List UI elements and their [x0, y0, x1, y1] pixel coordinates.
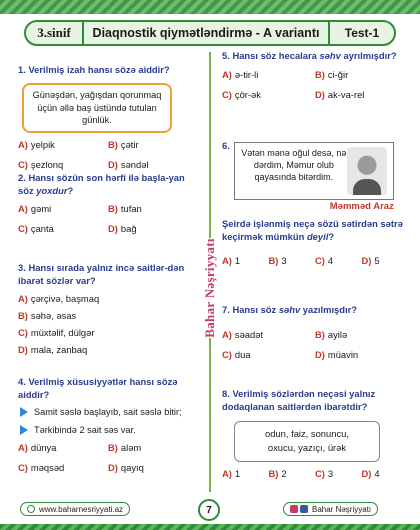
question-2-options [18, 203, 198, 234]
question-1-definition-box: Günəşdən, yağışdan qorunmaq üçün əllə baş üstündə tutulan günlük. [22, 83, 172, 134]
question-5 [222, 50, 408, 100]
instagram-icon [290, 505, 298, 513]
social-link[interactable]: Bahar Nəşriyyatı [283, 502, 378, 516]
option-c[interactable]: C) məqsəd [18, 462, 65, 474]
option-c[interactable]: C) dua [222, 348, 251, 360]
option-c[interactable]: C) müxtəlif, dülgər [18, 327, 95, 339]
page-header [24, 20, 396, 46]
poem-box [234, 142, 394, 200]
question-1 [18, 64, 198, 170]
poem-block [234, 140, 394, 212]
test-label: Test-1 [328, 22, 394, 44]
top-decorative-pattern [0, 0, 420, 14]
question-8-options [222, 468, 408, 479]
question-6-options [222, 255, 408, 266]
question-3 [18, 262, 198, 355]
question-6-text: Şeirdə işlənmiş neçə sözü sətirdən sətrə keçirmək mümkün deyil? [222, 218, 403, 242]
question-7-text: 7. Hansı söz səhv yazılmışdır? [222, 304, 357, 315]
page-title: Diaqnostik qiymətləndirmə - A variantı [92, 26, 320, 40]
option-d[interactable]: D) səndəl [108, 159, 149, 171]
question-8 [222, 388, 408, 479]
triangle-bullet-icon [20, 425, 28, 435]
question-4 [18, 376, 198, 473]
statement-2: Tərkibində 2 sait səs var. [18, 424, 198, 436]
question-1-options [18, 139, 198, 170]
page-number: 7 [198, 499, 220, 521]
side-brand-text: Bahar Nəşriyyatı [202, 238, 217, 338]
question-2-text: 2. Hansı sözün son hərfi ilə başla-yan söz yoxdur? [18, 172, 185, 196]
option-b[interactable]: B) tufan [108, 203, 142, 215]
option-d[interactable]: D) 4 [361, 467, 380, 479]
option-a[interactable]: A) 1 [222, 467, 241, 479]
option-b[interactable]: B) ayilə [315, 328, 348, 340]
option-a[interactable]: A) yelpik [18, 139, 55, 151]
option-c[interactable]: C) çör-ək [222, 88, 261, 100]
option-a[interactable]: A) gəmi [18, 203, 52, 215]
option-d[interactable]: D) müavin [315, 348, 359, 360]
question-7-options [222, 329, 408, 360]
option-d[interactable]: D) qayıq [108, 462, 144, 474]
triangle-bullet-icon [20, 407, 28, 417]
question-4-options [18, 442, 198, 473]
word-list-line-2: oxucu, yazıçı, ürək [267, 442, 347, 454]
side-brand [195, 238, 225, 338]
option-d[interactable]: D) 5 [361, 255, 380, 267]
question-6 [222, 140, 408, 266]
class-label: 3.sinif [26, 22, 84, 44]
option-c[interactable]: C) 4 [315, 255, 334, 267]
question-6-header: 6. Vətən mənə oğul desə, nə dərdim, Məmur olub qayasında bitərdim. Məmməd Araz [222, 140, 394, 212]
option-b[interactable]: B) 2 [268, 467, 287, 479]
option-d[interactable]: D) bağ [108, 223, 137, 235]
option-b[interactable]: B) aləm [108, 442, 142, 454]
question-5-options [222, 69, 408, 100]
facebook-icon [300, 505, 308, 513]
option-d[interactable]: D) ak-va-rel [315, 88, 365, 100]
option-a[interactable]: A) dünya [18, 442, 57, 454]
option-c[interactable]: C) çanta [18, 223, 54, 235]
option-a[interactable]: A) səadət [222, 328, 264, 340]
option-b[interactable]: B) çətir [108, 139, 139, 151]
globe-icon [27, 505, 35, 513]
option-a[interactable]: A) 1 [222, 255, 241, 267]
question-3-options [18, 293, 198, 355]
word-list-line-1: odun, faiz, sonuncu, [265, 428, 349, 440]
question-2 [18, 172, 198, 234]
option-b[interactable]: B) səhə, əsas [18, 310, 77, 322]
statement-1: Samit səslə başlayıb, sait səslə bitir; [18, 406, 198, 418]
question-4-text: 4. Verilmiş xüsusiyyətlər hansı sözə aiddir? [18, 376, 178, 400]
poem-author: Məmməd Araz [329, 201, 394, 212]
option-a[interactable]: A) ə-tir-li [222, 68, 259, 80]
question-1-text: 1. Verilmiş izah hansı sözə aiddir? [18, 64, 170, 75]
word-list-box [234, 421, 380, 461]
option-d[interactable]: D) mala, zanbaq [18, 344, 88, 356]
question-5-text: 5. Hansı söz hecalara səhv ayrılmışdır? [222, 50, 397, 61]
website-link[interactable]: www.baharnesriyyati.az [20, 502, 130, 516]
poem-text: Vətən mənə oğul desə, nə dərdim, Məmur olub qayasında bitərdim. [241, 148, 347, 183]
option-b[interactable]: B) ci-ğir [315, 68, 349, 80]
question-3-text: 3. Hansı sırada yalnız incə saitlər-dən ibarət sözlər var? [18, 262, 185, 286]
question-8-text: 8. Verilmiş sözlərdən neçəsi yalnız dodaqlanan saitlərdən ibarətdir? [222, 388, 376, 412]
bottom-decorative-pattern [0, 524, 420, 530]
author-portrait [347, 147, 387, 195]
option-c[interactable]: C) şezlonq [18, 159, 64, 171]
question-7 [222, 304, 408, 360]
option-a[interactable]: A) çərçivə, başmaq [18, 293, 100, 305]
option-b[interactable]: B) 3 [268, 255, 287, 267]
option-c[interactable]: C) 3 [315, 467, 334, 479]
